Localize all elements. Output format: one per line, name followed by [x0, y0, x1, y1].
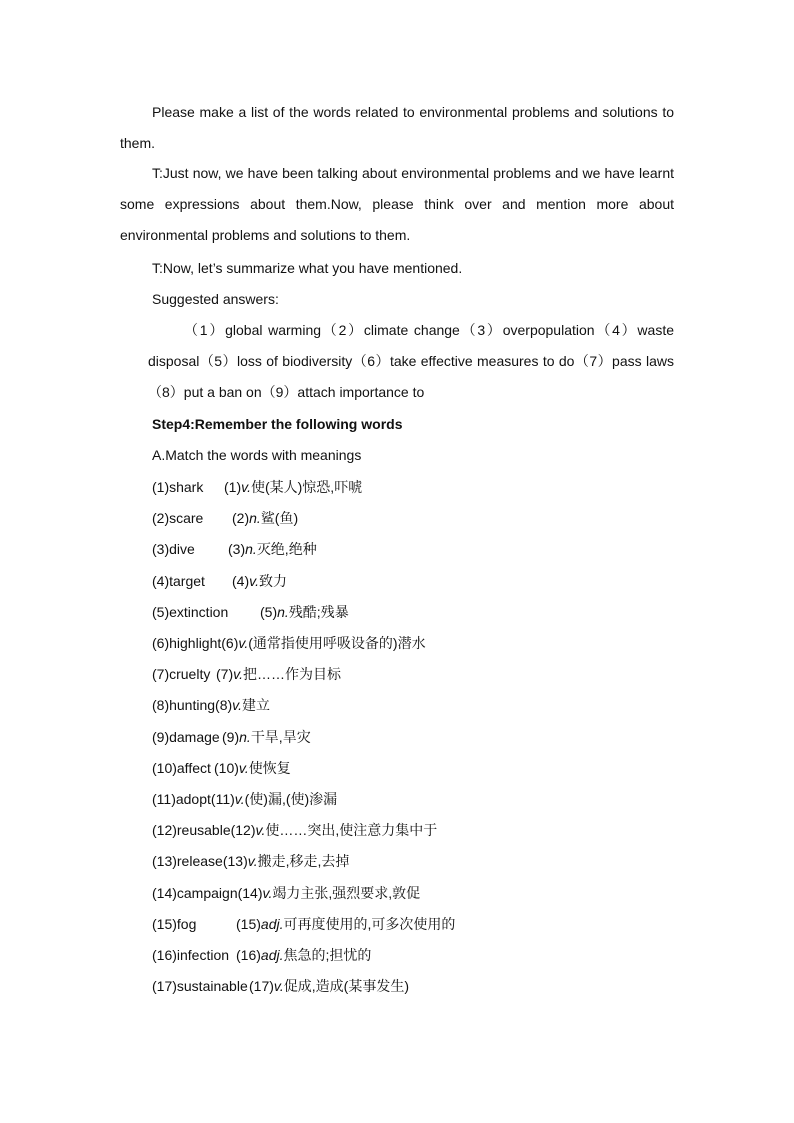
- meaning-number: (13): [222, 853, 248, 870]
- meaning-number: (1): [224, 479, 242, 495]
- vocab-row: [152, 664, 341, 684]
- suggested-answers-label: Suggested answers:: [152, 291, 279, 307]
- part-of-speech: v.: [247, 853, 258, 870]
- suggested-answers-list: （1）global warming（2）climate change（3）overpopulation（4）waste disposal（5）loss of biodiversity（6）take effective measures to do（7）pass laws（8）put a ban on（9）attach importance to: [148, 322, 674, 400]
- vocab-row: [152, 789, 337, 809]
- meaning-number: (12): [230, 822, 256, 839]
- part-of-speech: v.: [249, 572, 259, 589]
- vocab-meaning: 建立: [242, 697, 271, 714]
- vocab-meaning: 残酷;残暴: [288, 603, 349, 620]
- part-of-speech: v.: [232, 697, 243, 714]
- vocab-row: [152, 602, 349, 622]
- part-of-speech: v.: [234, 791, 245, 807]
- vocab-term: (2)scare: [152, 510, 204, 527]
- part-of-speech: v.: [238, 759, 249, 776]
- vocab-term: (8)hunting: [152, 697, 216, 714]
- vocab-term: (13)release: [152, 853, 223, 870]
- meaning-number: (6): [221, 635, 239, 651]
- vocab-term: (14)campaign: [152, 884, 238, 901]
- vocab-meaning: 干旱,旱灾: [250, 728, 311, 745]
- part-of-speech: v.: [262, 884, 273, 901]
- vocab-meaning: (通常指使用呼吸设备的)潜水: [248, 635, 426, 651]
- vocab-row: [152, 914, 455, 934]
- part-of-speech: v.: [238, 635, 249, 651]
- intro-paragraph-3: T:Now, let’s summarize what you have mentioned.: [152, 260, 463, 276]
- part-of-speech: v.: [255, 822, 266, 839]
- vocab-row: [152, 695, 270, 715]
- meaning-number: (4): [232, 572, 250, 589]
- vocab-row: [152, 477, 362, 497]
- meaning-number: (3): [228, 541, 246, 558]
- meaning-number: (14): [237, 884, 263, 901]
- vocab-term: (10)affect: [152, 759, 211, 776]
- vocab-term: (11)adopt: [152, 791, 211, 807]
- vocab-meaning: 竭力主张,强烈要求,敦促: [272, 884, 421, 901]
- meaning-number: (5): [260, 603, 278, 620]
- vocab-term: (9)damage: [152, 728, 220, 745]
- vocab-row: [152, 883, 420, 903]
- vocab-meaning: 可再度使用的,可多次使用的: [283, 915, 456, 932]
- intro-paragraph-1: Please make a list of the words related to environmental problems and solutions to them.: [120, 104, 674, 151]
- part-of-speech: n.: [277, 603, 289, 620]
- vocab-term: (7)cruelty: [152, 666, 211, 683]
- part-of-speech: adj.: [260, 947, 284, 963]
- vocab-term: (4)target: [152, 572, 205, 589]
- vocab-meaning: 使(某人)惊恐,吓唬: [250, 479, 363, 495]
- match-instruction: A.Match the words with meanings: [152, 447, 362, 463]
- vocab-term: (5)extinction: [152, 603, 229, 620]
- vocab-meaning: (使)漏,(使)渗漏: [244, 791, 338, 807]
- vocab-row: [152, 976, 409, 996]
- step4-heading: Step4:Remember the following words: [152, 416, 403, 432]
- vocab-term: (15)fog: [152, 915, 197, 932]
- intro-paragraph-2: T:Just now, we have been talking about environmental problems and we have learnt some expressions about them.Now, please think over and mention more about environmental problems and solutions to them.: [120, 165, 674, 243]
- vocab-row: [152, 820, 437, 840]
- vocab-row: [152, 851, 349, 871]
- meaning-number: (2): [232, 510, 250, 527]
- vocab-term: (3)dive: [152, 541, 195, 558]
- meaning-number: (9): [222, 728, 240, 745]
- part-of-speech: v.: [241, 479, 251, 495]
- vocab-meaning: 致力: [258, 572, 287, 589]
- vocab-term: (17)sustainable: [152, 978, 248, 995]
- part-of-speech: n.: [245, 541, 257, 558]
- meaning-number: (11): [210, 791, 235, 807]
- part-of-speech: n.: [239, 728, 251, 745]
- meaning-number: (10): [214, 759, 239, 776]
- vocab-term: (6)highlight: [152, 635, 222, 651]
- meaning-number: (17): [249, 978, 274, 995]
- vocab-row: [152, 508, 298, 528]
- vocab-row: [152, 727, 311, 747]
- vocab-row: [152, 539, 317, 559]
- part-of-speech: v.: [273, 978, 284, 995]
- part-of-speech: adj.: [260, 915, 284, 932]
- vocab-meaning: 使恢复: [248, 759, 291, 776]
- vocab-term: (12)reusable: [152, 822, 231, 839]
- meaning-number: (16): [236, 947, 261, 963]
- vocab-meaning: 搬走,移走,去掉: [257, 853, 350, 870]
- vocab-row: [152, 571, 287, 591]
- vocab-meaning: 焦急的;担忧的: [283, 947, 372, 963]
- vocab-row: [152, 633, 426, 653]
- vocab-meaning: 灭绝,绝种: [256, 541, 317, 558]
- part-of-speech: n.: [249, 510, 261, 527]
- part-of-speech: v.: [233, 666, 243, 683]
- vocab-row: [152, 945, 371, 965]
- meaning-number: (15): [236, 915, 261, 932]
- vocab-row: [152, 758, 291, 778]
- vocab-meaning: 促成,造成(某事发生): [283, 978, 409, 995]
- vocab-meaning: 把……作为目标: [242, 666, 341, 683]
- vocab-meaning: 使……突出,使注意力集中于: [265, 822, 438, 839]
- vocab-term: (1)shark: [152, 479, 204, 495]
- vocab-meaning: 鲨(鱼): [260, 510, 299, 527]
- vocab-term: (16)infection: [152, 947, 230, 963]
- meaning-number: (8): [215, 697, 233, 714]
- meaning-number: (7): [216, 666, 234, 683]
